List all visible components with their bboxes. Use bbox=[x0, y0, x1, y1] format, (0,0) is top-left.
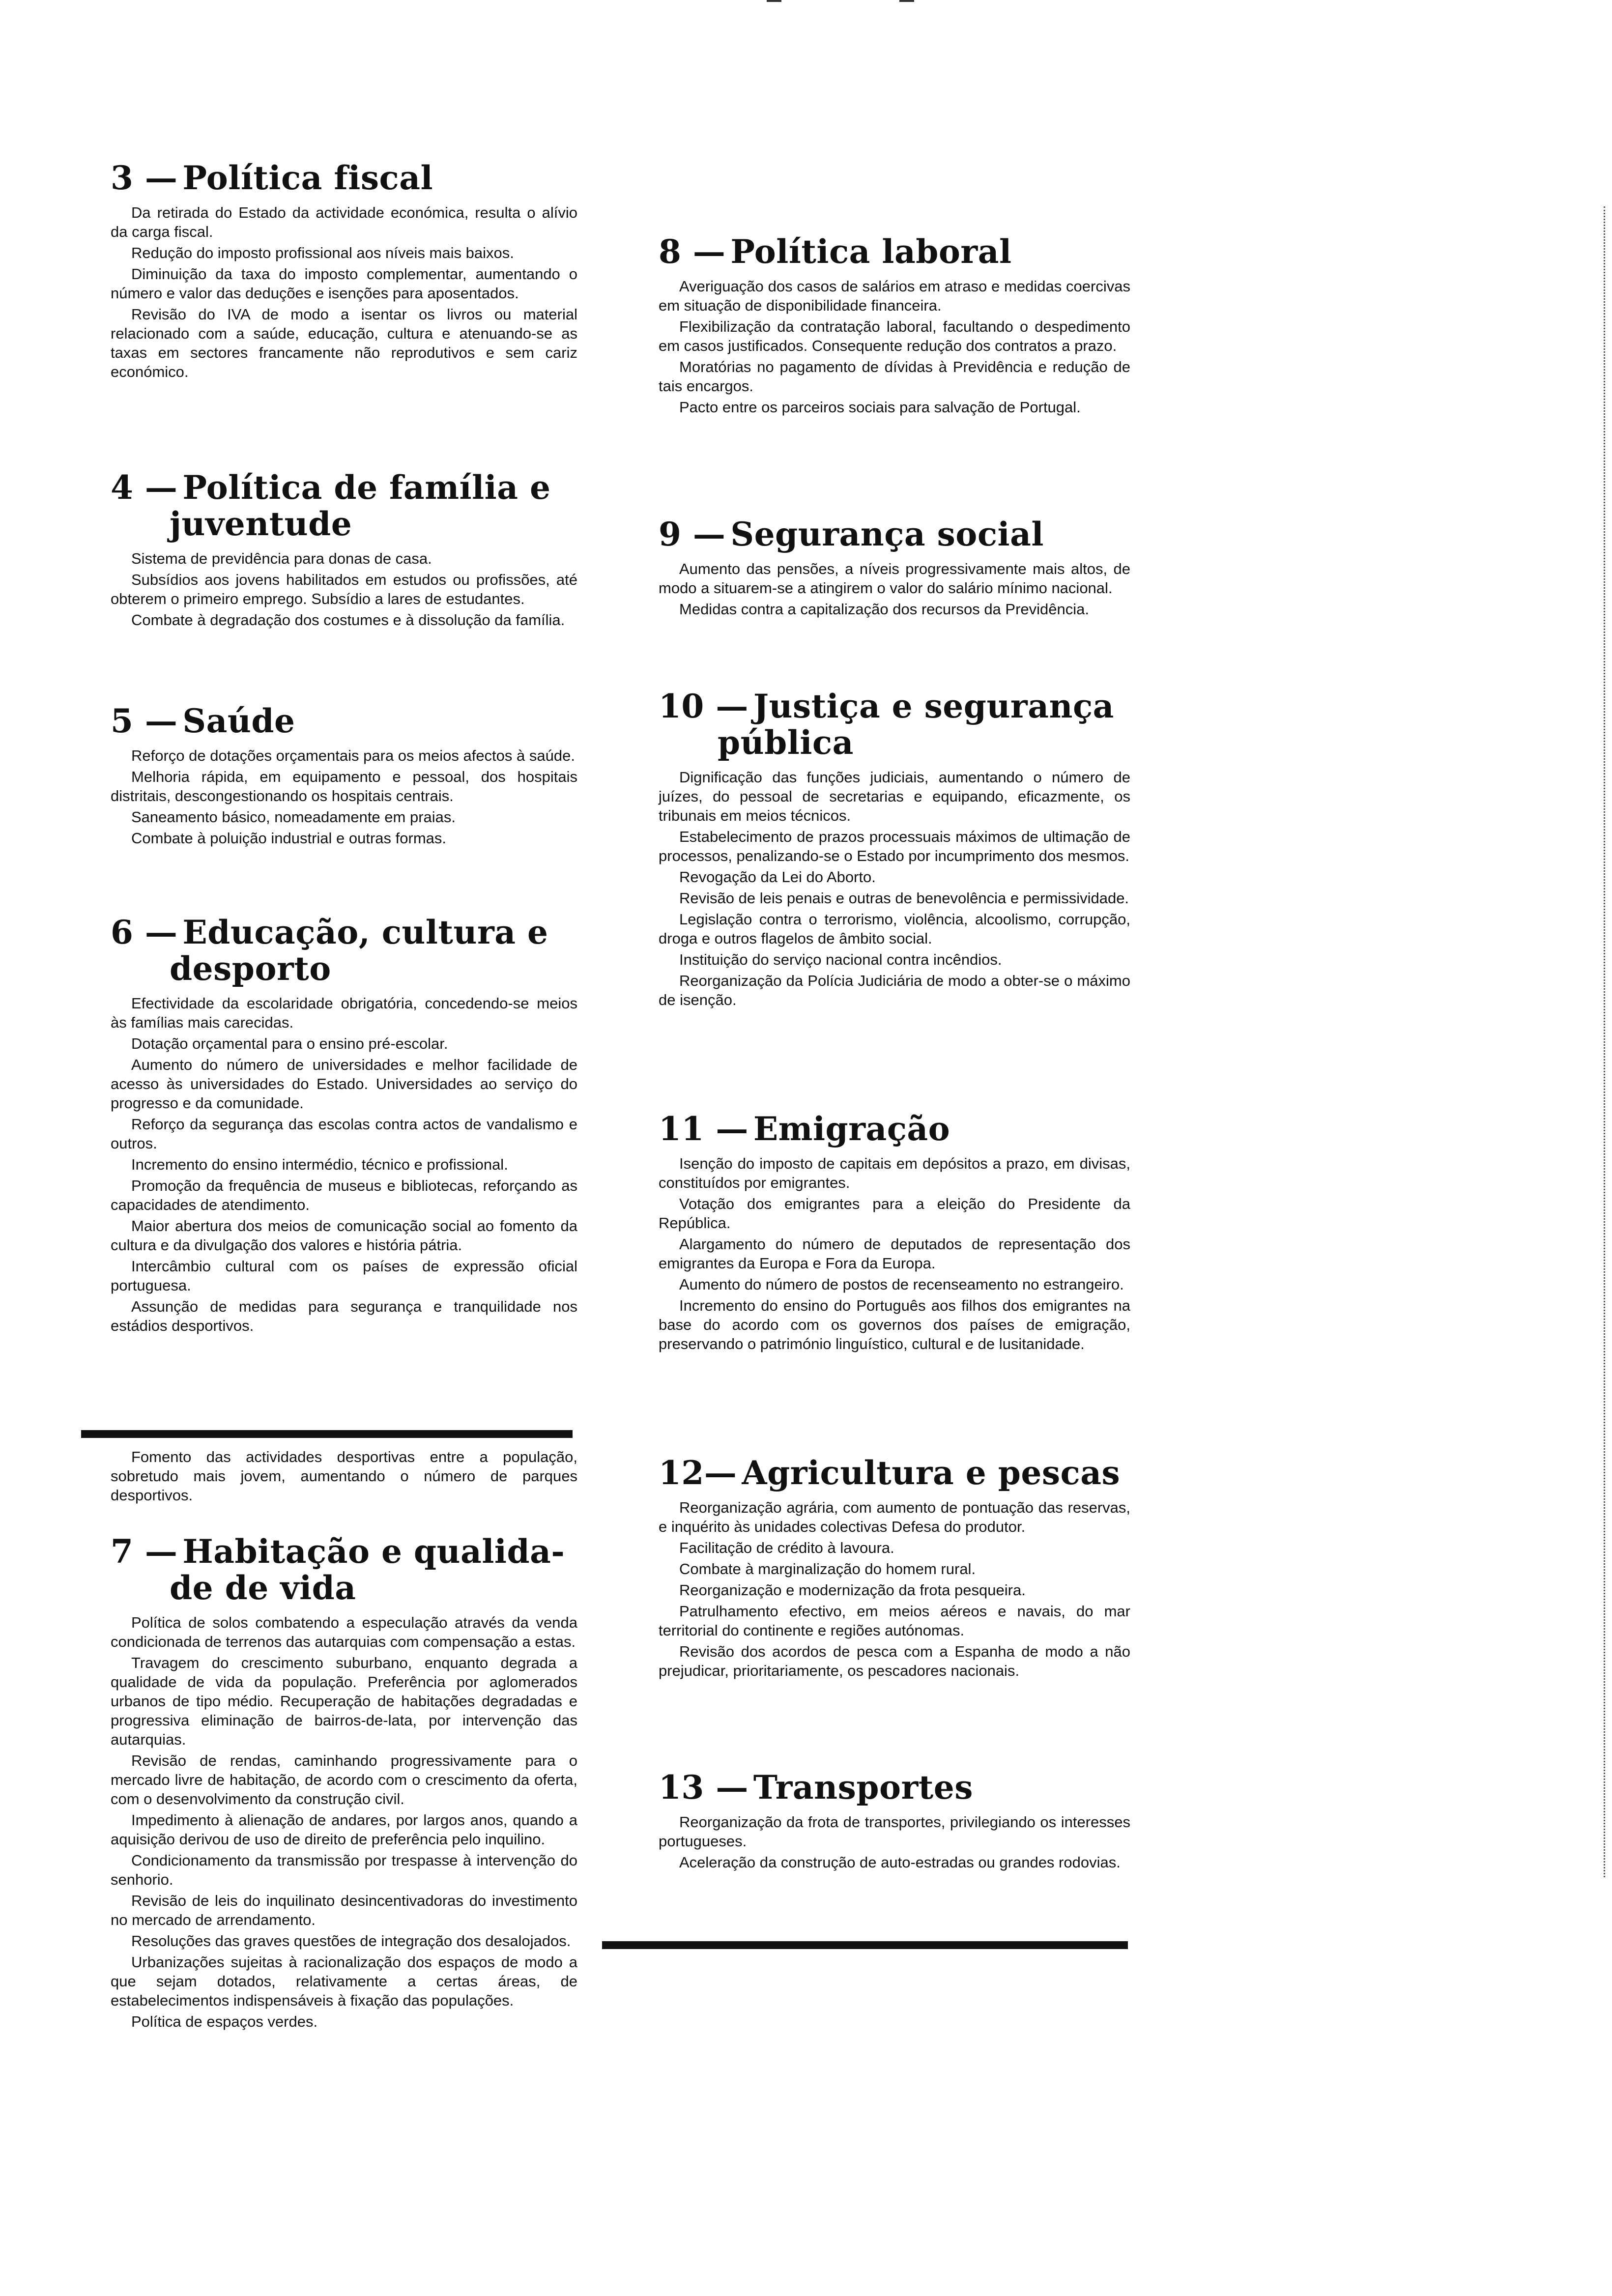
section-heading: 5 — Saúde bbox=[111, 702, 295, 740]
scan-mark bbox=[899, 0, 914, 2]
paragraph: Revogação da Lei do Aborto. bbox=[679, 868, 876, 886]
paragraph: Melhoria rápida, em equipamento e pessoal, dos hospitais distritais, descongestionando os hospitais centrais. bbox=[111, 768, 577, 804]
paragraph: Pacto entre os parceiros sociais para salvação de Portugal. bbox=[679, 399, 1081, 416]
paragraph: Aumento do número de postos de recenseamento no estrangeiro. bbox=[679, 1276, 1124, 1293]
paragraph: Dignificação das funções judiciais, aumentando o número de juízes, do pessoal de secretarias e equipando, eficazmente, os tribunais em meios técnicos. bbox=[659, 769, 1130, 824]
paragraph: Condicionamento da transmissão por trespasse à intervenção do senhorio. bbox=[111, 1852, 577, 1888]
scan-mark bbox=[767, 0, 781, 2]
paragraph: Incremento do ensino intermédio, técnico e profissional. bbox=[131, 1156, 508, 1173]
paragraph: Assunção de medidas para segurança e tranquilidade nos estádios desportivos. bbox=[111, 1298, 577, 1334]
paragraph: Revisão de leis do inquilinato desincentivadoras do investimento no mercado de arrendamento. bbox=[111, 1892, 577, 1928]
section-justica bbox=[659, 688, 1130, 1011]
paragraph: Intercâmbio cultural com os países de expressão oficial portuguesa. bbox=[111, 1258, 577, 1294]
paragraph: Aumento do número de universidades e melhor facilidade de acesso às universidades do Estado. Universidades ao serviço do progresso e da comunidade. bbox=[111, 1056, 577, 1112]
section-educacao bbox=[111, 914, 577, 1337]
paragraph: Urbanizações sujeitas à racionalização dos espaços de modo a que sejam dotados, relativamente a certas áreas, de estabelecimentos indispensáveis à fixação das populações. bbox=[111, 1953, 577, 2009]
paragraph: Política de solos combatendo a especulação através da venda condicionada de terrenos das autarquias com compensação a estas. bbox=[111, 1614, 577, 1650]
section-heading: 7 — Habitação e qualida- de de vida bbox=[111, 1532, 565, 1607]
paragraph: Diminuição da taxa do imposto complementar, aumentando o número e valor das deduções e isenções para aposentados. bbox=[111, 265, 577, 302]
section-heading: 4 — Política de família e juventude bbox=[111, 468, 551, 543]
section-agricultura bbox=[659, 1455, 1130, 1682]
section-desporto-continuation bbox=[111, 1447, 577, 1507]
paragraph: Política de espaços verdes. bbox=[131, 2013, 318, 2030]
section-heading: 3 — Política fiscal bbox=[111, 159, 433, 197]
paragraph: Averiguação dos casos de salários em atraso e medidas coercivas em situação de disponibilidade financeira. bbox=[659, 278, 1130, 314]
paragraph: Subsídios aos jovens habilitados em estudos ou profissões, até obterem o primeiro emprego. Subsídio a lares de estudantes. bbox=[111, 571, 577, 607]
paragraph: Promoção da frequência de museus e bibliotecas, reforçando as capacidades de atendimento. bbox=[111, 1177, 577, 1213]
section-emigracao bbox=[659, 1111, 1130, 1355]
paragraph: Isenção do imposto de capitais em depósitos a prazo, em divisas, constituídos por emigrantes. bbox=[659, 1155, 1130, 1191]
section-heading: 11 — Emigração bbox=[659, 1110, 950, 1148]
paragraph: Moratórias no pagamento de dívidas à Previdência e redução de tais encargos. bbox=[659, 358, 1130, 395]
section-seguranca-social bbox=[659, 516, 1130, 621]
paragraph: Aceleração da construção de auto-estradas ou grandes rodovias. bbox=[679, 1854, 1121, 1871]
paragraph: Incremento do ensino do Português aos filhos dos emigrantes na base do acordo com os governos dos países de emigração, preservando o património linguístico, cultural e de lusitanidade. bbox=[659, 1297, 1130, 1352]
paragraph: Dotação orçamental para o ensino pré-escolar. bbox=[131, 1035, 448, 1052]
paragraph: Reorganização agrária, com aumento de pontuação das reservas, e inquérito às unidades colectivas Defesa do produtor. bbox=[659, 1499, 1130, 1535]
paragraph: Reorganização da Polícia Judiciária de modo a obter-se o máximo de isenção. bbox=[659, 972, 1130, 1008]
paragraph: Da retirada do Estado da actividade económica, resulta o alívio da carga fiscal. bbox=[111, 204, 577, 240]
section-politica-fiscal bbox=[111, 160, 577, 383]
paragraph: Revisão dos acordos de pesca com a Espanha de modo a não prejudicar, prioritariamente, os pescadores nacionais. bbox=[659, 1643, 1130, 1679]
paragraph: Legislação contra o terrorismo, violência, alcoolismo, corrupção, droga e outros flagelos de âmbito social. bbox=[659, 911, 1130, 947]
paragraph: Reorganização da frota de transportes, privilegiando os interesses portugueses. bbox=[659, 1813, 1130, 1850]
paragraph: Facilitação de crédito à lavoura. bbox=[679, 1539, 894, 1556]
section-habitacao bbox=[111, 1533, 577, 2033]
paragraph: Combate à poluição industrial e outras formas. bbox=[131, 830, 446, 847]
paragraph: Efectividade da escolaridade obrigatória, concedendo-se meios às famílias mais carecidas. bbox=[111, 995, 577, 1031]
paragraph: Flexibilização da contratação laboral, facultando o despedimento em casos justificados. Consequente redução dos contratos a prazo. bbox=[659, 318, 1130, 354]
divider-rule bbox=[81, 1430, 573, 1438]
paragraph: Redução do imposto profissional aos níveis mais baixos. bbox=[131, 244, 514, 261]
paragraph: Revisão do IVA de modo a isentar os livros ou material relacionado com a saúde, educação, cultura e atenuando-se as taxas em sectores francamente não reprodutivos e sem cariz económico. bbox=[111, 306, 577, 380]
paragraph: Aumento das pensões, a níveis progressivamente mais altos, de modo a situarem-se a atingirem o valor do salário mínimo nacional. bbox=[659, 560, 1130, 597]
section-heading: 8 — Política laboral bbox=[659, 232, 1012, 271]
section-transportes bbox=[659, 1769, 1130, 1874]
paragraph: Revisão de leis penais e outras de benevolência e permissividade. bbox=[679, 890, 1129, 907]
section-saude bbox=[111, 703, 577, 850]
paragraph: Sistema de previdência para donas de casa. bbox=[131, 550, 432, 567]
paragraph: Fomento das actividades desportivas entre a população, sobretudo mais jovem, aumentando o número de parques desportivos. bbox=[111, 1448, 577, 1504]
paragraph: Patrulhamento efectivo, em meios aéreos e navais, do mar territorial do continente e regiões autónomas. bbox=[659, 1603, 1130, 1639]
paragraph: Reorganização e modernização da frota pesqueira. bbox=[679, 1581, 1026, 1599]
paragraph: Instituição do serviço nacional contra incêndios. bbox=[679, 951, 1002, 968]
section-heading: 6 — Educação, cultura e desporto bbox=[111, 913, 548, 988]
paragraph: Maior abertura dos meios de comunicação social ao fomento da cultura e da divulgação dos valores e história pátria. bbox=[111, 1217, 577, 1254]
paragraph: Travagem do crescimento suburbano, enquanto degrada a qualidade de vida da população. Preferência por aglomerados urbanos de tipo médio. Recuperação de habitações degradadas e progressiva eliminação de bairros-de-lata, por intervenção das autarquias. bbox=[111, 1654, 577, 1748]
divider-rule bbox=[602, 1941, 1128, 1949]
paragraph: Impedimento à alienação de andares, por largos anos, quando a aquisição derivou de uso de direito de preferência pelo inquilino. bbox=[111, 1811, 577, 1848]
section-heading: 13 — Transportes bbox=[659, 1768, 973, 1807]
paragraph: Estabelecimento de prazos processuais máximos de ultimação de processos, penalizando-se o Estado por incumprimento dos mesmos. bbox=[659, 828, 1130, 864]
paragraph: Alargamento do número de deputados de representação dos emigrantes da Europa e Fora da Europa. bbox=[659, 1235, 1130, 1272]
paragraph: Votação dos emigrantes para a eleição do Presidente da República. bbox=[659, 1195, 1130, 1232]
paragraph: Combate à marginalização do homem rural. bbox=[679, 1560, 976, 1578]
page-edge-artifacts bbox=[1598, 206, 1605, 1877]
section-heading: 10 — Justiça e segurança pública bbox=[659, 687, 1114, 762]
section-politica-laboral bbox=[659, 233, 1130, 419]
section-heading: 12— Agricultura e pescas bbox=[659, 1454, 1121, 1492]
paragraph: Combate à degradação dos costumes e à dissolução da família. bbox=[131, 611, 565, 629]
paragraph: Resoluções das graves questões de integração dos desalojados. bbox=[131, 1932, 571, 1950]
paragraph: Medidas contra a capitalização dos recursos da Previdência. bbox=[679, 601, 1090, 618]
paragraph: Reforço da segurança das escolas contra actos de vandalismo e outros. bbox=[111, 1116, 577, 1152]
paragraph: Saneamento básico, nomeadamente em praias. bbox=[131, 808, 456, 826]
section-politica-familia bbox=[111, 469, 577, 631]
paragraph: Revisão de rendas, caminhando progressivamente para o mercado livre de habitação, de acordo com o crescimento da oferta, com o desenvolvimento da construção civil. bbox=[111, 1752, 577, 1808]
paragraph: Reforço de dotações orçamentais para os meios afectos à saúde. bbox=[131, 747, 575, 764]
section-heading: 9 — Segurança social bbox=[659, 515, 1044, 553]
